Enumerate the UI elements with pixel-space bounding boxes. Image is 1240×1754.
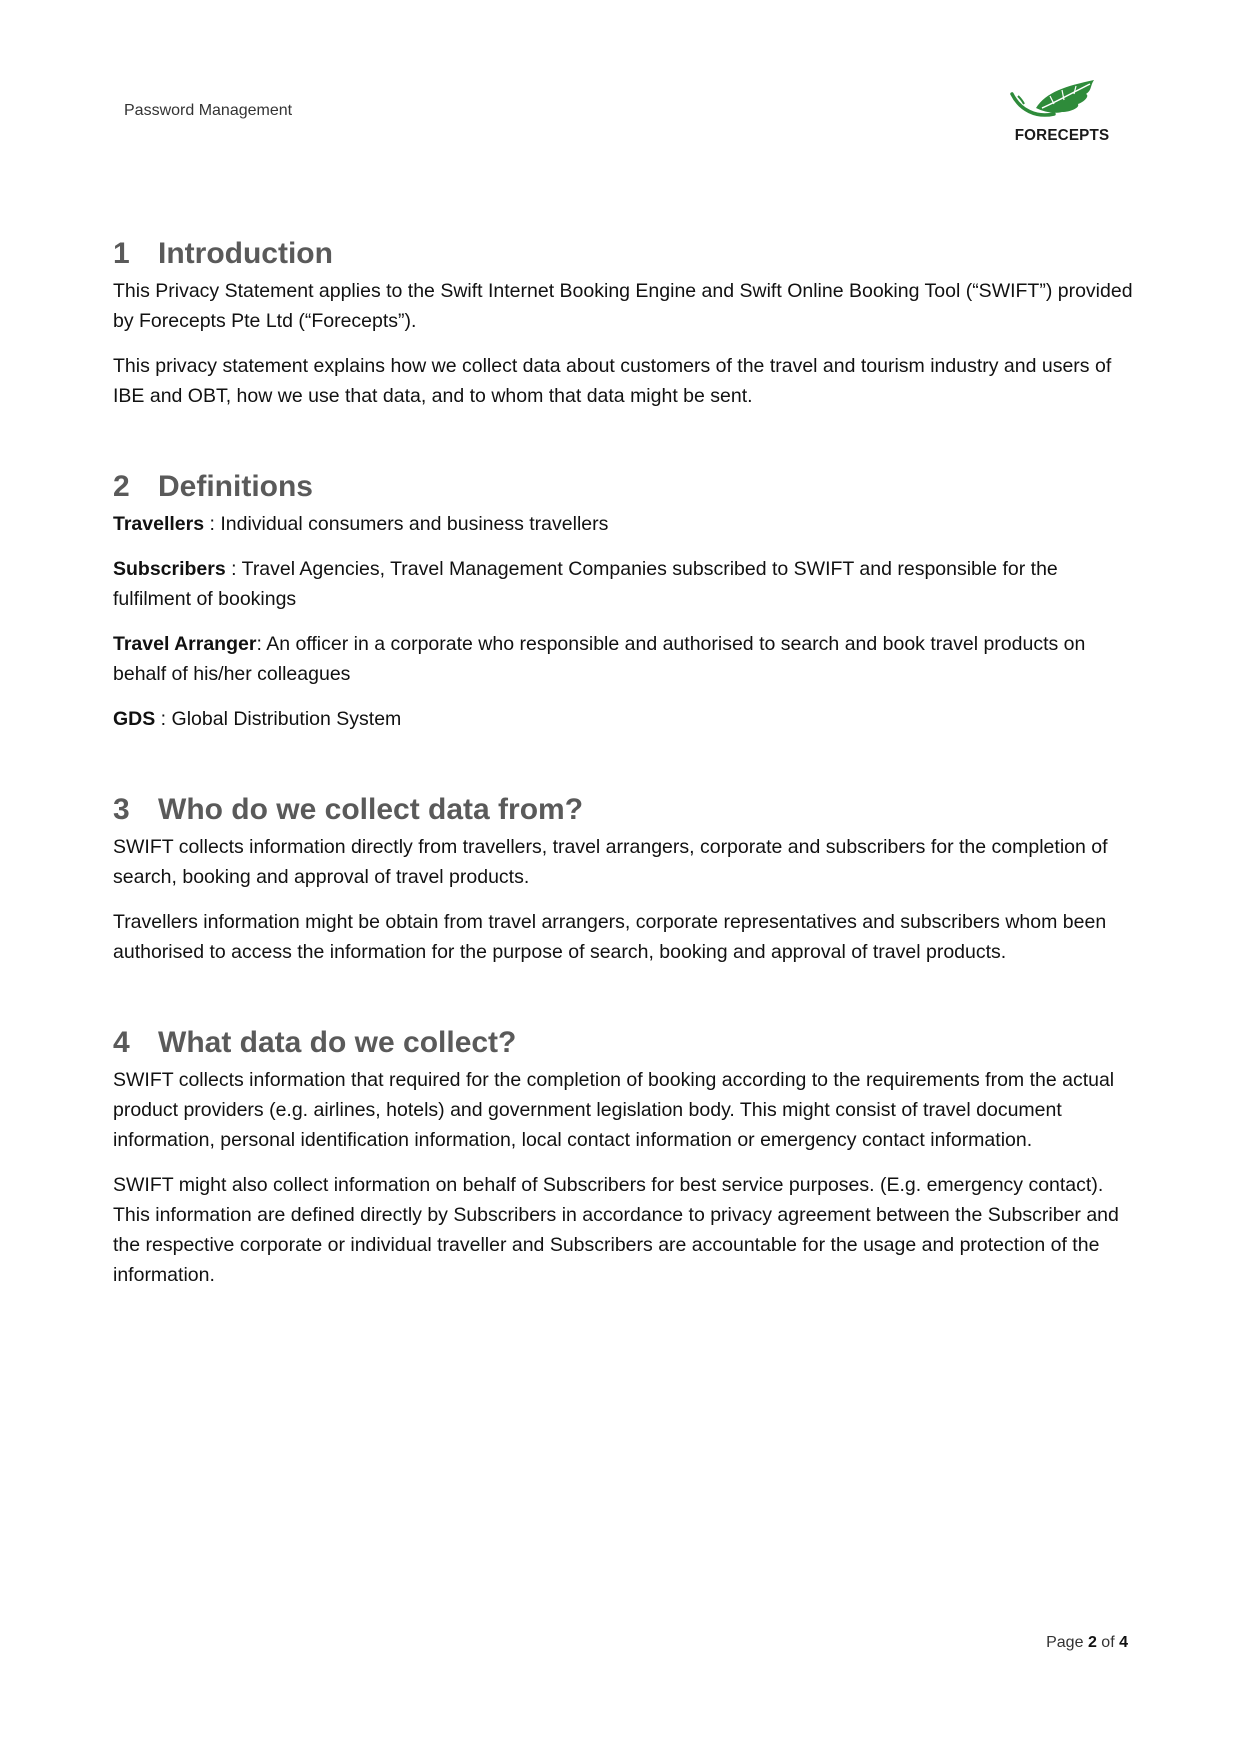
paragraph: SWIFT collects information that required for the completion of booking according to the requirements from the actual product providers (e.g. airlines, hotels) and government legislation body. This might consist of travel document information, personal identification information, local contact information or emergency contact information. [113,1069,1115,1151]
company-logo [1006,80,1118,150]
header-title: Password Management [124,102,293,119]
section-number: 3 [113,793,130,826]
section-number: 1 [113,237,130,270]
definition-separator: : [225,558,242,580]
logo-text: FORECEPTS [1014,127,1110,144]
section-heading [113,1025,1133,1061]
definition-text: Travel Agencies, Travel Management Companies subscribed to SWIFT and responsible for the fulfilment of bookings [113,558,1058,610]
leaf-logo-icon [1006,80,1118,128]
section-title: Who do we collect data from? [158,793,584,826]
definition-separator: : [256,633,267,655]
section-title: Definitions [158,470,313,503]
definition-separator: : [204,513,221,535]
definition-term: Subscribers [113,558,226,580]
definition-term: Travel Arranger [113,633,257,655]
section-what-data [113,1025,1133,1290]
section-heading [113,469,1133,505]
definition-item [113,629,1133,689]
definition-item [113,509,1133,539]
page-number-footer [1046,1634,1128,1652]
section-title: What data do we collect? [158,1026,517,1059]
definition-text: Individual consumers and business travellers [220,513,609,535]
definition-text: Global Distribution System [171,708,402,730]
page-label: Page [1046,1634,1084,1651]
paragraph: Travellers information might be obtain from travel arrangers, corporate representatives and subscribers whom been authorised to access the information for the purpose of search, booking and approval of travel products. [113,911,1107,963]
section-introduction [113,236,1133,411]
document-body [113,236,1133,1348]
of-label: of [1101,1634,1115,1651]
section-heading [113,792,1133,828]
section-title: Introduction [158,237,333,270]
definition-term: GDS [113,708,156,730]
paragraph: SWIFT collects information directly from travellers, travel arrangers, corporate and subscribers for the completion of search, booking and approval of travel products. [113,836,1108,888]
paragraph: SWIFT might also collect information on behalf of Subscribers for best service purposes. (E.g. emergency contact). This information are defined directly by Subscribers in accordance to privacy agreement between the Subscriber and the respective corporate or individual traveller and Subscribers are accountable for the usage and protection of the information. [113,1174,1119,1286]
definition-item [113,704,1133,734]
section-who-collect [113,792,1133,967]
definition-text: An officer in a corporate who responsible and authorised to search and book travel products on behalf of his/her colleagues [113,633,1086,685]
section-number: 4 [113,1026,130,1059]
definition-separator: : [155,708,172,730]
definition-term: Travellers [113,513,205,535]
paragraph: This privacy statement explains how we collect data about customers of the travel and tourism industry and users of IBE and OBT, how we use that data, and to whom that data might be sent. [113,355,1112,407]
current-page: 2 [1087,1634,1097,1651]
paragraph: This Privacy Statement applies to the Swift Internet Booking Engine and Swift Online Booking Tool (“SWIFT”) provided by Forecepts Pte Ltd (“Forecepts”). [113,280,1133,332]
definition-item [113,554,1133,614]
total-pages: 4 [1119,1634,1128,1651]
section-number: 2 [113,470,130,503]
section-definitions [113,469,1133,734]
section-heading [113,236,1133,272]
